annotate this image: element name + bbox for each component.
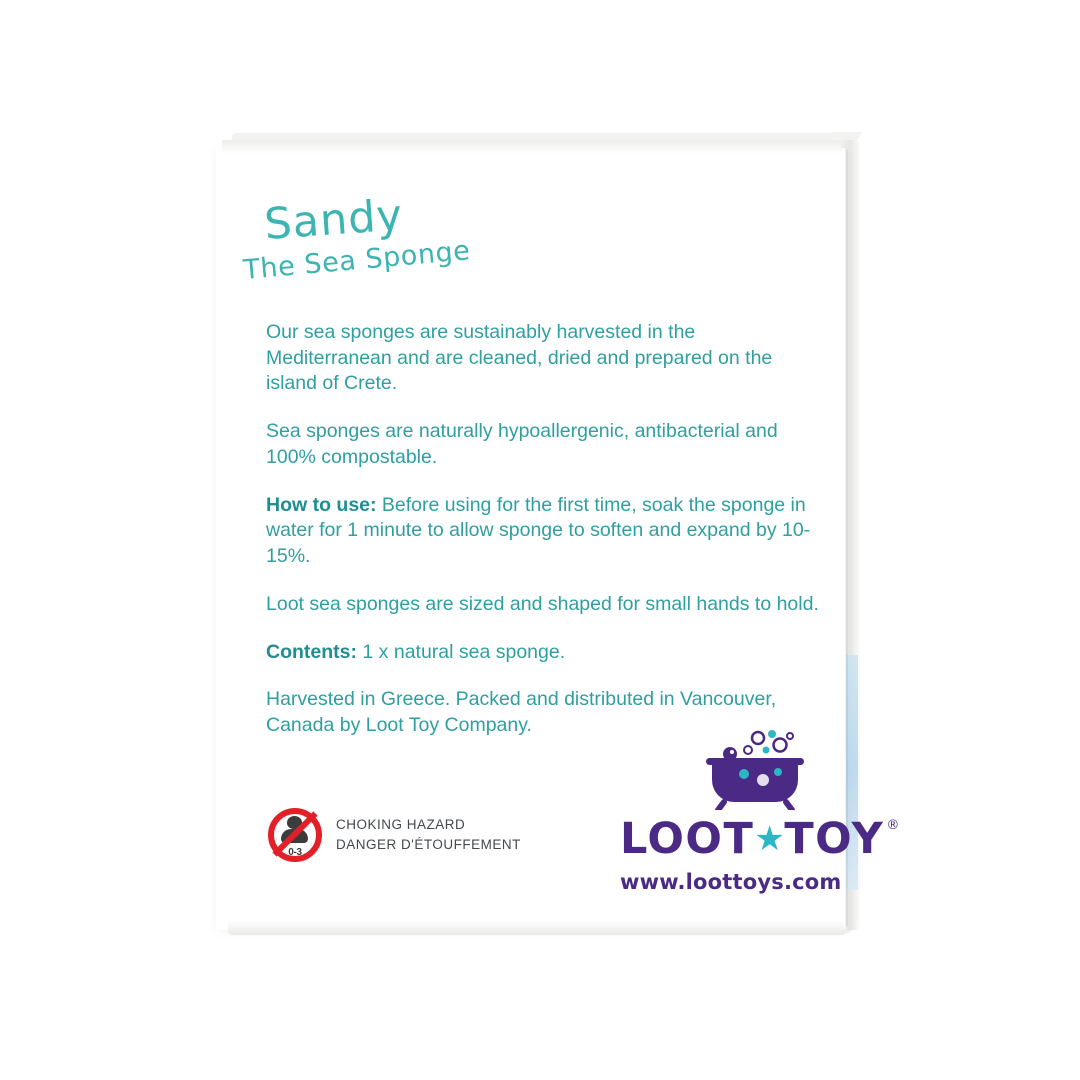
bathtub-illustration bbox=[620, 728, 820, 810]
registered-trademark-symbol: ® bbox=[886, 818, 901, 833]
paragraph-how-to-use bbox=[266, 493, 821, 570]
paragraph-origin: Harvested in Greece. Packed and distributed in Vancouver, Canada by Loot Toy Company. bbox=[266, 688, 777, 737]
product-title-block bbox=[242, 190, 626, 286]
star-icon: ★ bbox=[754, 819, 787, 859]
product-subtitle: The Sea Sponge bbox=[242, 235, 472, 286]
age-marking-label: 0-3 bbox=[288, 847, 302, 858]
brand-name-left: LOOT bbox=[620, 814, 755, 864]
paragraph-contents bbox=[266, 640, 821, 666]
package-back-panel bbox=[216, 148, 901, 930]
choking-hazard-warning bbox=[268, 808, 521, 862]
how-to-use-text: Before using for the first time, soak the sponge in water for 1 minute to allow sponge to soften and expand by 10-15%. bbox=[266, 493, 811, 568]
how-to-use-label: How to use: bbox=[266, 493, 377, 516]
hazard-text-fr: DANGER D'ÉTOUFFEMENT bbox=[336, 837, 521, 852]
contents-text: 1 x natural sea sponge. bbox=[357, 640, 566, 663]
brand-block bbox=[620, 728, 901, 894]
hazard-text-en: CHOKING HAZARD bbox=[336, 816, 466, 832]
product-title: Sandy bbox=[262, 190, 405, 250]
hazard-text-block bbox=[336, 815, 521, 856]
paragraph-properties: Sea sponges are naturally hypoallergenic, antibacterial and 100% compostable. bbox=[266, 420, 778, 468]
paragraph-harvest: Our sea sponges are sustainably harvested in the Mediterranean and are cleaned, dried and prepared on the island of Crete. bbox=[266, 321, 773, 395]
product-description bbox=[266, 320, 821, 739]
contents-label: Contents: bbox=[266, 640, 357, 663]
brand-website-url: www.loottoys.com bbox=[620, 870, 842, 894]
brand-logo-wordmark bbox=[620, 814, 899, 864]
choking-hazard-icon bbox=[268, 808, 322, 862]
brand-name-right: TOY bbox=[784, 814, 885, 864]
paragraph-sizing: Loot sea sponges are sized and shaped for small hands to hold. bbox=[266, 592, 819, 615]
